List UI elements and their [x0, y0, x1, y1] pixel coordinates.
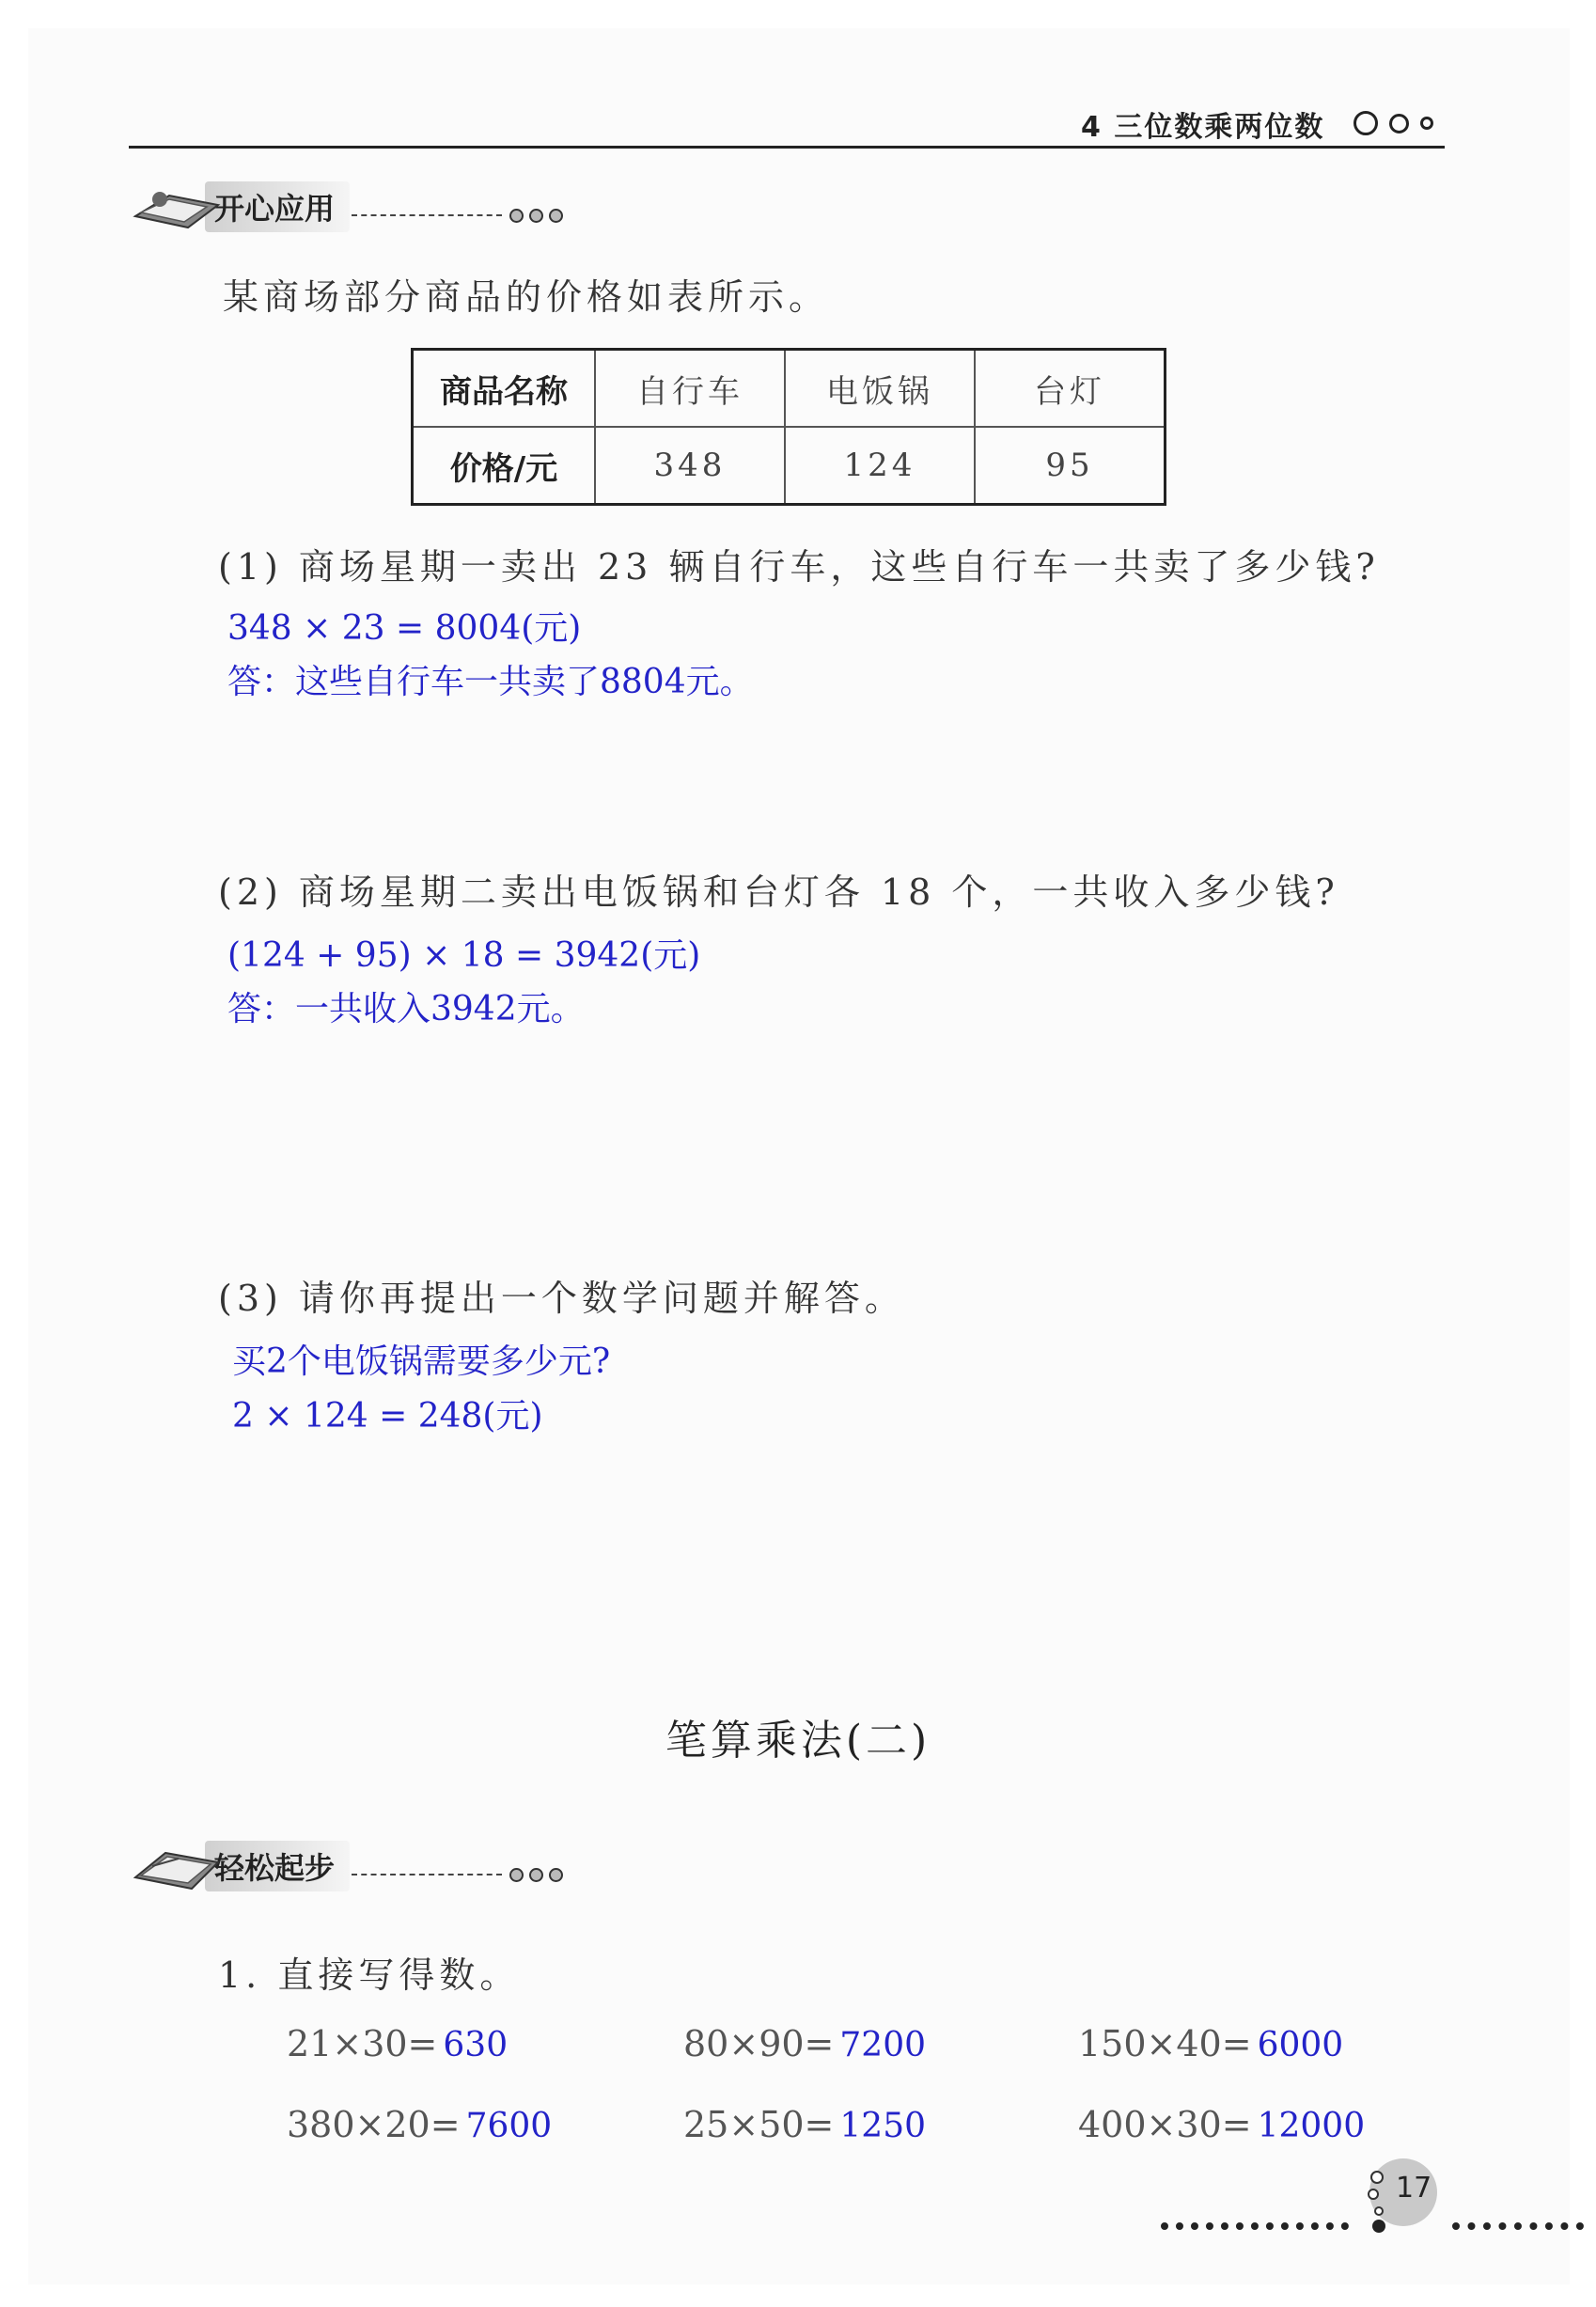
section-banner-label: 轻松起步: [205, 1841, 350, 1891]
page-number: 17: [1396, 2172, 1432, 2205]
table-cell: 电饭锅: [785, 350, 975, 428]
table-cell: 348: [595, 427, 785, 505]
calc-result: 6000: [1257, 2026, 1344, 2064]
calc-result: 1250: [839, 2107, 927, 2145]
calc-item: [287, 2023, 508, 2064]
intro-text: 某商场部分商品的价格如表所示。: [223, 276, 830, 318]
calc-expression: 380×20=: [287, 2104, 461, 2145]
exercise-prompt: 1. 直接写得数。: [218, 1954, 521, 1996]
section-banner-easy-start: [132, 1838, 563, 1894]
footer-dots-left: [1161, 2222, 1349, 2237]
calc-expression: 25×50=: [683, 2104, 835, 2145]
page-number-badge: [1358, 2153, 1443, 2237]
calc-result: 7200: [839, 2026, 927, 2064]
table-cell: 95: [975, 427, 1166, 505]
question-2: (2) 商场星期二卖出电饭锅和台灯各 18 个，一共收入多少钱?: [218, 871, 1339, 913]
q1-answer: 答：这些自行车一共卖了8804元。: [227, 663, 754, 701]
table-cell: 价格/元: [413, 427, 596, 505]
calc-item: [683, 2104, 926, 2145]
banner-dash-line: [352, 214, 502, 216]
calc-expression: 150×40=: [1078, 2023, 1252, 2064]
question-3: (3) 请你再提出一个数学问题并解答。: [218, 1278, 905, 1319]
circle-icon: [1353, 111, 1378, 135]
calc-item: [1078, 2104, 1365, 2145]
banner-dash-line: [352, 1874, 502, 1875]
banner-dots: [509, 1868, 563, 1882]
question-1: (1) 商场星期一卖出 23 辆自行车，这些自行车一共卖了多少钱?: [218, 546, 1380, 588]
header-circle-icons: [1353, 111, 1433, 135]
book-icon: [132, 179, 222, 235]
table-cell: 商品名称: [413, 350, 596, 428]
q3-ask: 买2个电饭锅需要多少元?: [232, 1342, 611, 1381]
q2-answer: 答：一共收入3942元。: [227, 990, 585, 1028]
table-row: [413, 427, 1166, 505]
chapter-title: 4 三位数乘两位数: [1081, 111, 1325, 144]
footer-dots-right: [1452, 2222, 1584, 2237]
calc-item: [1078, 2023, 1343, 2064]
table-cell: 自行车: [595, 350, 785, 428]
q3-formula: 2 × 124 = 248(元): [232, 1397, 543, 1436]
section-title: 笔算乘法(二): [665, 1717, 931, 1765]
section-banner-happy-application: [132, 179, 563, 235]
banner-dots: [509, 209, 563, 223]
calc-expression: 80×90=: [683, 2023, 835, 2064]
circle-icon: [1389, 114, 1409, 133]
table-row: [413, 350, 1166, 428]
calc-result: 630: [443, 2026, 509, 2064]
calc-item: [287, 2104, 552, 2145]
calc-result: 12000: [1257, 2107, 1366, 2145]
price-table: [411, 348, 1166, 506]
q2-formula: (124 + 95) × 18 = 3942(元): [227, 936, 701, 975]
book-icon: [132, 1838, 222, 1894]
table-cell: 台灯: [975, 350, 1166, 428]
header-rule: [129, 146, 1445, 149]
q1-formula: 348 × 23 = 8004(元): [227, 609, 582, 648]
calc-result: 7600: [465, 2107, 553, 2145]
calc-item: [683, 2023, 926, 2064]
calc-expression: 400×30=: [1078, 2104, 1252, 2145]
table-cell: 124: [785, 427, 975, 505]
circle-icon: [1420, 117, 1433, 130]
section-banner-label: 开心应用: [205, 181, 350, 232]
calc-expression: 21×30=: [287, 2023, 438, 2064]
